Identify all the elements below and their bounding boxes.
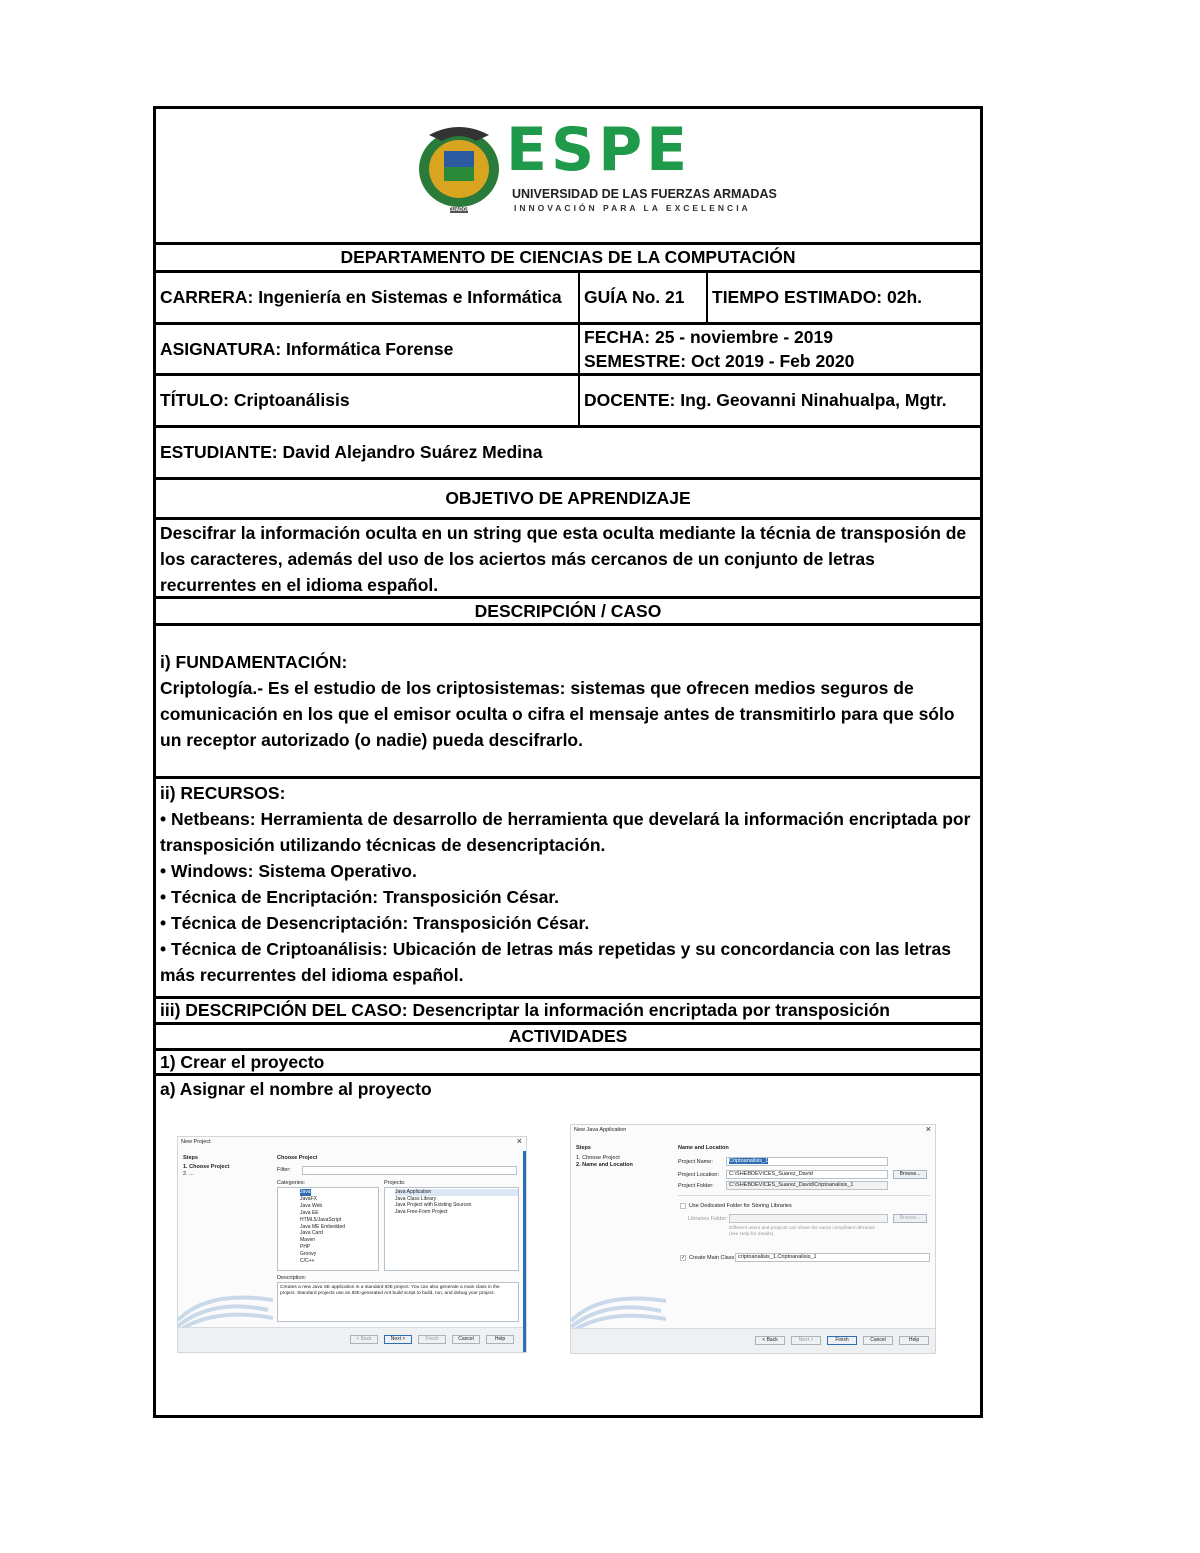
categories-list[interactable] (277, 1187, 379, 1271)
button-bar (178, 1327, 526, 1352)
step-item: 2. ... (183, 1171, 194, 1177)
descripcion-heading: DESCRIPCIÓN / CASO (474, 600, 662, 621)
espe-seal-caption: ECUADOR (445, 207, 471, 213)
step1-row (156, 1048, 980, 1073)
libraries-folder-input[interactable] (729, 1214, 888, 1223)
main-class-input[interactable]: criptoanalisis_1.Criptoanalisis_1 (735, 1253, 930, 1262)
guia-field: GUÍA No. 21 (578, 273, 706, 322)
project-folder-input[interactable]: C:\SHEBDEVICES_Suarez_David\Criptoanalisis_1 (726, 1181, 888, 1190)
category-item[interactable]: Java (300, 1189, 311, 1195)
espe-tagline: INNOVACIÓN PARA LA EXCELENCIA (514, 203, 751, 213)
category-item[interactable]: HTML5/JavaScript (300, 1216, 342, 1223)
category-item[interactable]: Java Web (300, 1202, 323, 1209)
next-button[interactable]: Next > (791, 1336, 821, 1345)
step-item: 2. Name and Location (576, 1162, 633, 1168)
back-button[interactable]: < Back (350, 1335, 378, 1344)
fundamentacion-row (156, 623, 980, 776)
recurso-item: • Windows: Sistema Operativo. (160, 861, 417, 881)
dedicated-folder-checkbox[interactable] (680, 1203, 686, 1209)
espe-wordmark: ESPE (506, 115, 692, 185)
dialog-title: New Project (181, 1139, 211, 1145)
lab-guide-form (153, 106, 983, 1418)
main-class-label: Create Main Class (689, 1255, 735, 1261)
actividades-heading-row (156, 1022, 980, 1048)
next-button[interactable]: Next > (384, 1335, 412, 1344)
project-item[interactable]: Java Application (395, 1189, 518, 1196)
asignatura-row (156, 322, 980, 373)
recursos-title: ii) RECURSOS: (160, 783, 286, 803)
steps-label: Steps (183, 1155, 198, 1161)
project-name-value: Criptoanalisis_1 (729, 1158, 769, 1164)
projects-label: Projects: (384, 1180, 406, 1186)
caso-text: iii) DESCRIPCIÓN DEL CASO: Desencriptar la información encriptada por transposición (160, 1000, 890, 1020)
step1a-label: a) Asignar el nombre al proyecto (160, 1079, 432, 1099)
project-location-label: Project Location: (678, 1172, 719, 1178)
objetivo-heading: OBJETIVO DE APRENDIZAJE (445, 488, 691, 508)
department-row (156, 242, 980, 270)
category-item[interactable]: Java ME Embedded (300, 1223, 346, 1230)
category-item[interactable]: Java Card (300, 1230, 323, 1237)
projects-list[interactable] (384, 1187, 519, 1271)
caso-row (156, 996, 980, 1022)
carrera-field: CARRERA: Ingeniería en Sistemas e Informática (160, 287, 562, 307)
objetivo-text: Descifrar la información oculta en un string que esta oculta mediante la técnia de transposión de los caracteres, además del uso de los aciertos más cercanos de un conjunto de letras recurrentes en el idioma español. (160, 523, 967, 595)
titulo-field: TÍTULO: Criptoanálisis (160, 390, 350, 410)
espe-logo (414, 115, 779, 216)
back-button[interactable]: < Back (755, 1336, 785, 1345)
estudiante-field: ESTUDIANTE: David Alejandro Suárez Medina (160, 442, 543, 462)
tiempo-field: TIEMPO ESTIMADO: 02h. (706, 273, 980, 322)
recurso-item: • Netbeans: Herramienta de desarrollo de herramienta que develará la información encriptada por transposición utilizando técnicas de desencriptación. (160, 809, 971, 855)
window-edge (523, 1151, 526, 1352)
category-item[interactable]: Java EE (300, 1209, 319, 1216)
step-item: 1. Choose Project (183, 1164, 230, 1170)
dedicated-folder-label: Use Dedicated Folder for Storing Libraries (689, 1203, 792, 1209)
step-item: 1. Choose Project (576, 1155, 620, 1161)
libraries-browse-button[interactable]: Browse... (893, 1214, 927, 1223)
project-item[interactable]: Java Class Library (395, 1195, 437, 1202)
dialog-title: New Java Application (574, 1127, 627, 1133)
objetivo-text-row (156, 517, 980, 596)
divider (678, 1195, 930, 1196)
libraries-note: Different users and projects can share the same compilation libraries (see Help for details). (729, 1226, 875, 1237)
project-name-input[interactable] (726, 1157, 888, 1166)
project-name-label: Project Name: (678, 1159, 713, 1165)
filter-input[interactable] (302, 1166, 517, 1175)
netbeans-wave-icon (571, 1281, 666, 1329)
cancel-button[interactable]: Cancel (452, 1335, 480, 1344)
project-item[interactable]: Java Free-Form Project (395, 1208, 448, 1215)
actividades-heading: ACTIVIDADES (508, 1026, 628, 1046)
category-item[interactable]: PHP (300, 1244, 311, 1251)
titulo-row (156, 373, 980, 425)
estudiante-row (156, 425, 980, 477)
carrera-row (156, 270, 980, 322)
fecha-cell (578, 325, 980, 373)
description-label: Description: (277, 1275, 307, 1281)
recurso-item: • Técnica de Desencriptación: Transposición César. (160, 913, 590, 933)
department-title: DEPARTAMENTO DE CIENCIAS DE LA COMPUTACIÓN (340, 247, 796, 267)
project-item[interactable]: Java Project with Existing Sources (395, 1202, 472, 1208)
project-location-input[interactable]: C:\SHEBDEVICES_Suarez_David (726, 1170, 888, 1179)
category-item[interactable]: JavaFX (300, 1195, 317, 1202)
project-folder-label: Project Folder: (678, 1183, 714, 1189)
descripcion-heading-row (156, 596, 980, 623)
main-class-checkbox[interactable]: ✓ (681, 1255, 686, 1261)
fecha-field: FECHA: 25 - noviembre - 2019 (584, 327, 833, 347)
recurso-item: • Técnica de Criptoanálisis: Ubicación de letras más repetidas y su concordancia con las letras más recurrentes del idioma español. (160, 939, 952, 985)
new-project-screenshot (177, 1136, 527, 1353)
fundamentacion-text: Criptología.- Es el estudio de los criptosistemas: sistemas que ofrecen medios seguros de comunicación en los que el emisor oculta o cifra el mensaje antes de transmitirlo para que sólo un receptor autorizado (o nadie) pueda descifrarlo. (160, 678, 955, 750)
help-button[interactable]: Help (486, 1335, 514, 1344)
finish-button[interactable]: Finish (827, 1336, 857, 1345)
steps-label: Steps (576, 1145, 591, 1151)
recurso-item: • Técnica de Encriptación: Transposición César. (160, 887, 560, 907)
asignatura-field: ASIGNATURA: Informática Forense (160, 338, 454, 359)
panel-title: Choose Project (277, 1155, 318, 1161)
cancel-button[interactable]: Cancel (863, 1336, 893, 1345)
category-item[interactable]: Groovy (300, 1251, 317, 1258)
description-text: Creates a new Java SE application in a standard IDE project. You can also generate a main class in the project. Standard projects use an IDE-generated Ant build script to build, run, and debug your project. (277, 1282, 519, 1322)
finish-button[interactable]: Finish (418, 1335, 446, 1344)
browse-button[interactable]: Browse... (893, 1170, 927, 1179)
docente-field: DOCENTE: Ing. Geovanni Ninahualpa, Mgtr. (578, 376, 980, 425)
close-icon: × (925, 1124, 931, 1134)
filter-label: Filter: (277, 1167, 291, 1173)
button-bar (571, 1328, 935, 1353)
semestre-field: SEMESTRE: Oct 2019 - Feb 2020 (584, 351, 855, 371)
step1a-row (156, 1073, 980, 1415)
close-icon: × (516, 1136, 522, 1146)
netbeans-wave-icon (178, 1280, 273, 1328)
categories-label: Categories: (277, 1180, 306, 1186)
panel-title: Name and Location (678, 1145, 729, 1151)
step1-label: 1) Crear el proyecto (160, 1051, 325, 1072)
recursos-row (156, 776, 980, 996)
objetivo-heading-row (156, 477, 980, 517)
help-button[interactable]: Help (899, 1336, 929, 1345)
category-item[interactable]: Maven (300, 1237, 316, 1244)
espe-university-name: UNIVERSIDAD DE LAS FUERZAS ARMADAS (512, 187, 777, 201)
libraries-folder-label: Libraries Folder: (688, 1216, 728, 1222)
category-item[interactable]: C/C++ (300, 1258, 315, 1265)
new-java-application-screenshot (570, 1124, 936, 1354)
fundamentacion-title: i) FUNDAMENTACIÓN: (160, 652, 348, 672)
